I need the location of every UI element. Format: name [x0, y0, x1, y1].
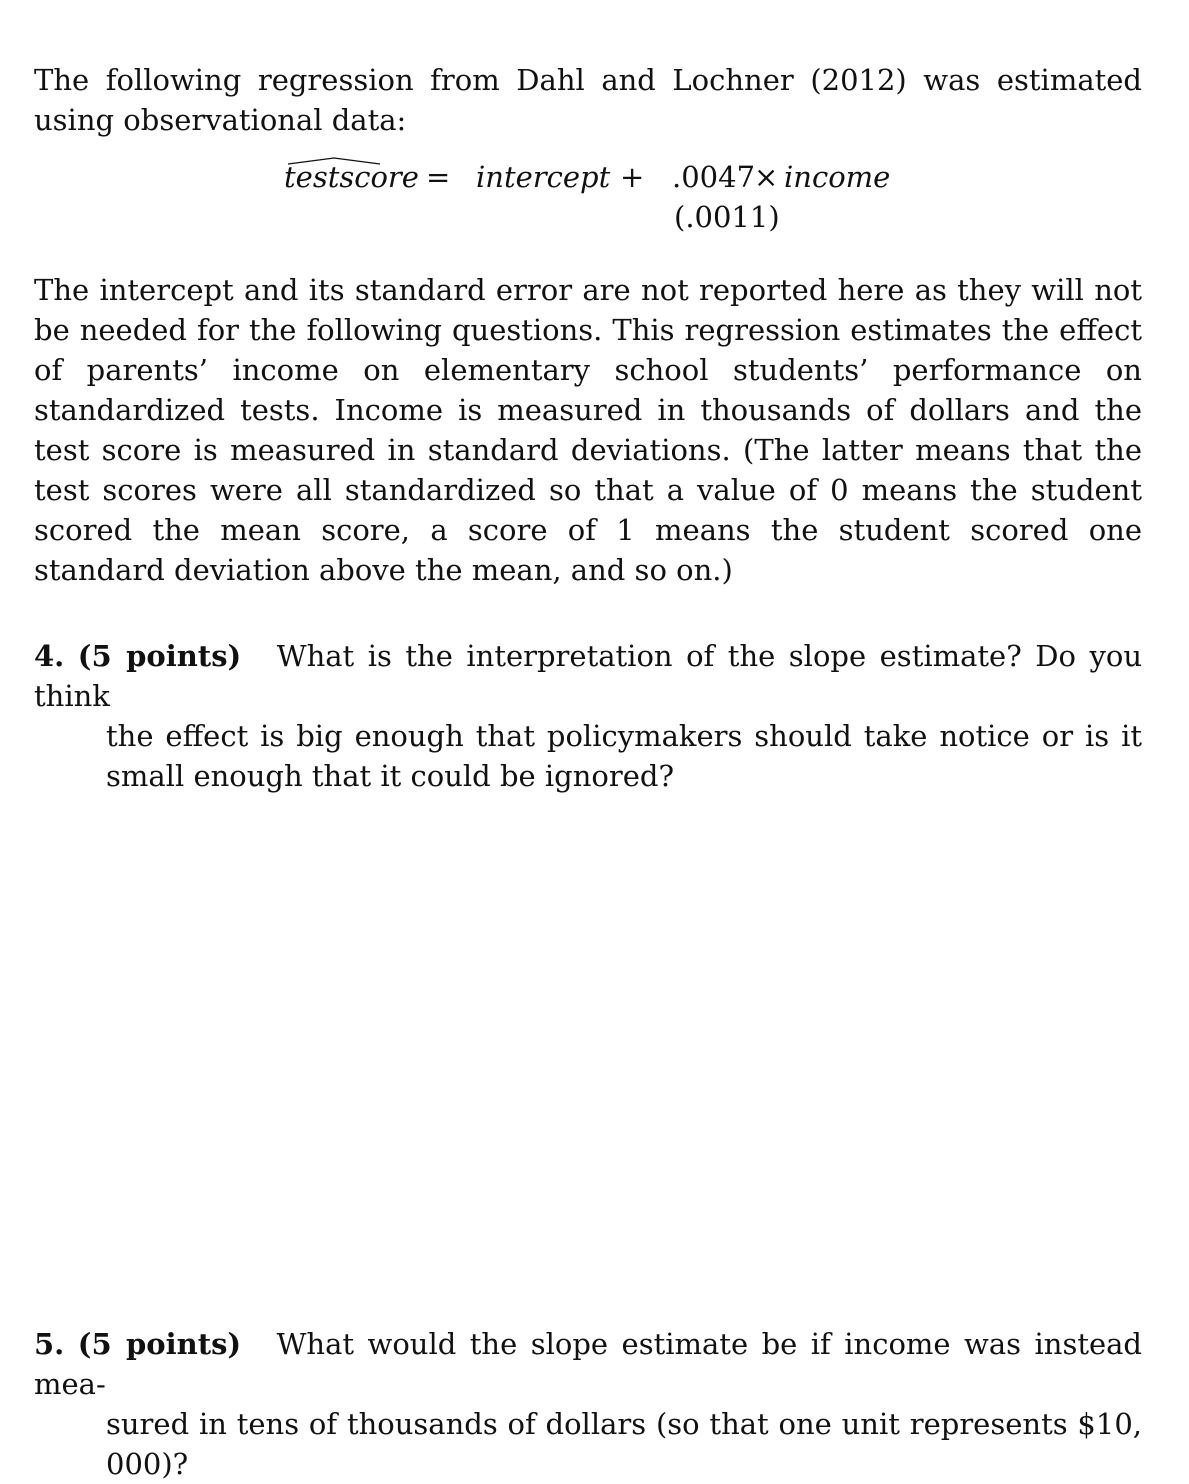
question-4-text-line1: What is the interpretation of the slope estimate? Do you think: [34, 639, 1143, 713]
body-paragraph: The intercept and its standard error are not reported here as they will not be needed for the following questions. This regression estimates the effect of parents’ income on elementary school students’ performance on standardized tests. Income is measured in thousands of dollars and the test score is measured in standard deviations. (The latter means that the test scores were all standardized so that a value of 0 means the student scored the mean score, a score of 1 means the student scored one standard deviation above the mean, and so on.): [34, 273, 1142, 587]
equation-coefficient: .0047: [672, 160, 756, 194]
equation-lhs-text: testscore: [284, 160, 419, 194]
question-4-number: 4.: [34, 639, 65, 673]
question-4-text-rest: the effect is big enough that policymakers should take notice or is it small enough that it could be ignored?: [106, 719, 1142, 793]
equation-times: ×: [754, 160, 779, 194]
question-5-text-rest: sured in tens of thousands of dollars (so that one unit represents $10, 000)?: [106, 1407, 1142, 1481]
regression-equation: [34, 152, 1142, 248]
question-4-points: (5 points): [77, 639, 242, 673]
question-5-text-line1: What would the slope estimate be if income was instead mea-: [34, 1327, 1142, 1401]
question-5: [34, 1324, 1142, 1484]
equation-lhs: [284, 160, 419, 194]
equation-variable: income: [784, 160, 891, 194]
equation-plus: +: [620, 160, 645, 194]
question-5-number: 5.: [34, 1327, 65, 1361]
equation-intercept: intercept: [476, 160, 611, 194]
document-page: [34, 60, 1143, 1481]
question-4-first-line: [34, 636, 1142, 716]
question-5-points: (5 points): [77, 1327, 242, 1361]
intro-paragraph: The following regression from Dahl and Lochner (2012) was estimated using observational data:: [34, 63, 1142, 137]
wide-hat-accent: [284, 156, 384, 166]
question-5-first-line: [34, 1324, 1142, 1404]
equation-equals: =: [426, 160, 451, 194]
equation-std-error: (.0011): [674, 200, 780, 234]
question-4: [34, 636, 1142, 796]
